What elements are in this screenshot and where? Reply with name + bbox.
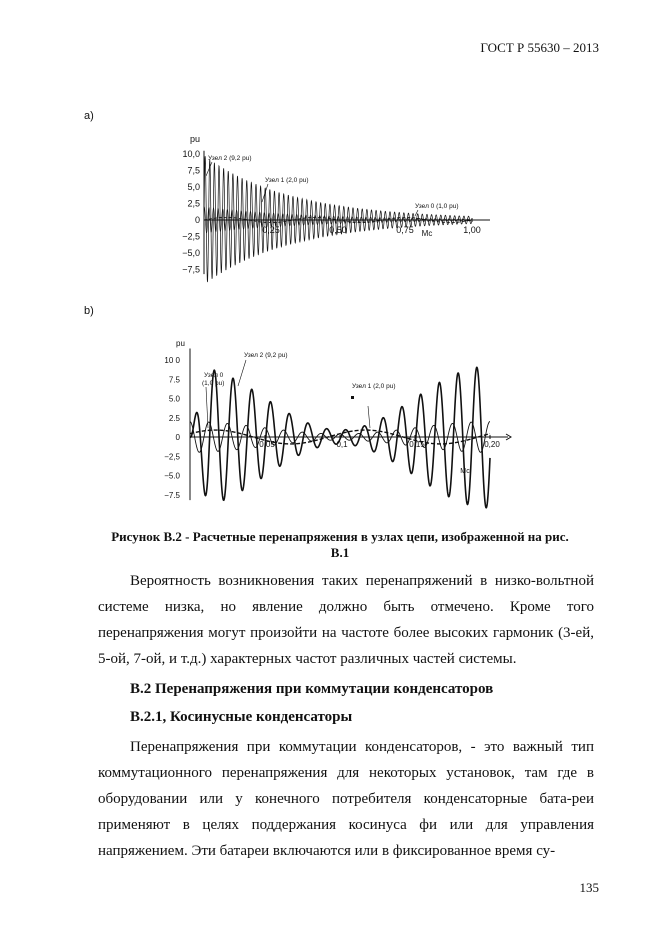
paragraph-1-text: Вероятность возникновения таких перенапряжений в низко-вольтной системе низка, но явление должно быть отмечено. Кроме того перенапряжения могут произойти на частоте более высоких гармоник (3-ей, 5-ой, 7-ой, и т.д.) характерных частот различных частей системы. [98,573,594,667]
chart-b-annotation-node0: Узел 0 [204,372,224,379]
chart-b-x-tick: 0,20 [484,440,500,449]
chart-b-annotation-node1: Узел 1 (2,0 pu) [352,383,396,390]
chart-b-y-tick: 0 [175,433,180,442]
chart-b-x-tick: 0,1 [336,440,348,449]
chart-a-annotation-node1: Узел 1 (2,0 pu) [265,177,309,184]
chart-a-annotation-node2: Узел 2 (9,2 pu) [208,155,252,162]
chart-a-x-tick: 0,75 [396,225,414,235]
chart-b-y-tick: −5.0 [164,471,180,481]
chart-b-annotation-node2: Узел 2 (9,2 pu) [244,352,288,359]
page-number: 135 [579,880,599,895]
document-header: ГОСТ Р 55630 – 2013 [480,40,599,55]
chart-a-y-tick: −2,5 [182,231,200,242]
chart-a-y-tick: 10,0 [182,149,200,159]
chart-b-leader [368,406,370,428]
chart-a-y-tick: 2,5 [187,198,200,209]
chart-b-marker [351,396,354,399]
chart-b-y-tick: 2.5 [168,413,180,423]
chart-a-y-tick: −7,5 [182,264,200,275]
chart-b-x-tick: 0,05 [259,440,275,449]
chart-b-y-tick: 5.0 [168,394,180,404]
chart-a-leader [262,184,268,202]
paragraph-2 [98,734,594,864]
paragraph-1 [98,568,594,672]
section-heading: В.2 Перенапряжения при коммутации конденсаторов [130,681,494,697]
chart-a-y-tick: 5,0 [187,182,200,192]
subsection-heading: В.2.1, Косинусные конденсаторы [130,709,353,725]
paragraph-2-text: Перенапряжения при коммутации конденсаторов, - это важный тип коммутационного перенапряжения для некоторых установок, там где в оборудовании или у конечного потребителя конденсаторные бата-реи применяют в целях поддержания косинуса фи или для управления напряжением. Эти батареи включаются или в фиксированное время су- [98,739,594,859]
caption-line-1: Рисунок В.2 - Расчетные перенапряжения в узлах цепи, изображенной на рис. [111,529,569,544]
chart-b-ylabel: pu [176,339,185,348]
chart-a-x-tick: 0,25 [262,225,280,235]
chart-b-leader [238,360,246,386]
chart-a-x-tick: 1,00 [463,225,481,235]
chart-a [0,120,661,300]
figure-caption [60,529,620,561]
chart-b-xunit: Мс [460,468,470,475]
chart-b-y-tick: −7.5 [164,490,180,500]
chart-a-y-tick: −5,0 [182,248,200,258]
figure-b-label: b) [84,305,94,317]
chart-b [0,330,661,510]
chart-a-xunit: Мс [421,229,433,238]
chart-b-series-node2 [190,367,490,507]
chart-b-x-tick: 0,15 [409,440,425,449]
caption-line-2: В.1 [330,545,350,560]
chart-a-annotation-node0: Узел 0 (1,0 pu) [415,203,459,210]
chart-b-y-tick: −2,5 [164,452,180,462]
chart-a-x-tick: 0,50 [329,225,347,235]
chart-b-y-tick: 7.5 [168,375,180,385]
chart-b-y-tick: 10 0 [164,356,180,365]
chart-b-annotation-node0-value: (1,0 pu) [202,380,225,387]
chart-a-y-tick: 7,5 [187,165,200,176]
chart-a-y-tick: 0 [194,215,200,225]
chart-b-leader [206,387,208,428]
figure-a-label: a) [84,110,94,122]
chart-a-ylabel: pu [190,134,201,144]
